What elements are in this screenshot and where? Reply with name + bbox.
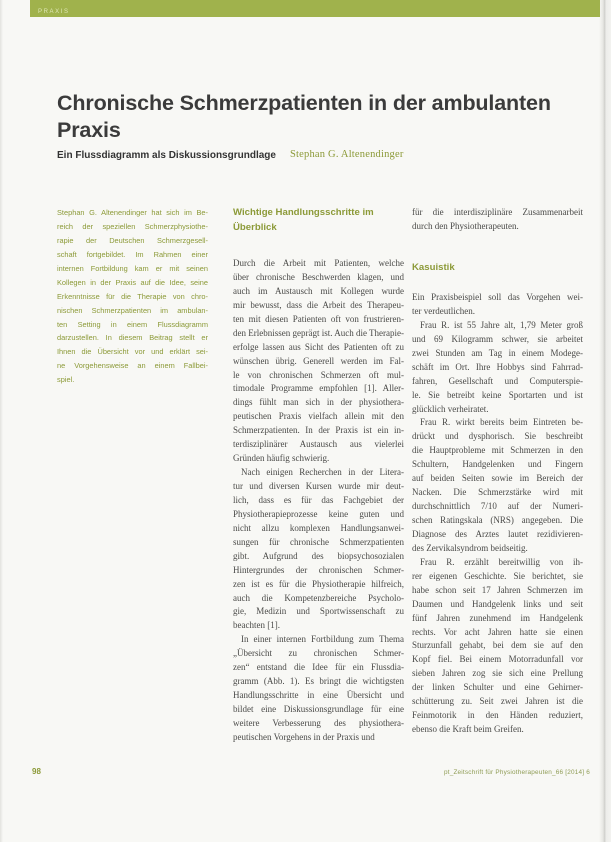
section-heading-line: Wichtige Handlungsschritte im [233,207,374,218]
text-line: Daumen und Handgelenk links und seit [412,598,583,609]
text-line: wünschen übrig. Generell werden im Fal- [233,355,404,366]
text-line: internen Fortbildung kam er mit seinen [57,263,208,273]
section-heading-handlungsschritte [233,206,404,235]
text-line: Schultern, Handgelenken und Fingern [412,459,583,470]
text-line: schäft im Ort. Ihre Hobbys sind Fahrrad- [412,361,583,372]
text-line: rechts. Vor acht Jahren hatte sie einen [412,626,583,637]
text-line: fahren, Gesellschaft und Computerspie- [412,375,583,386]
journal-footer: pt_Zeitschrift für Physiotherapeuten_66 [2014] 6 [443,769,590,776]
text-line: ebenso die Kraft beim Greifen. [412,724,524,735]
text-line: Durch die Arbeit mit Patienten, welche [233,258,404,268]
text-line: le. Sie betreibt keine Sportarten und ist [412,389,583,400]
section-header-bar [30,0,600,17]
text-line: schaft fortgebildet. Im Rahmen einer [57,249,208,259]
section-heading-kasuistik: Kasuistik [412,262,455,273]
text-line: tur und diversen Kursen wurde mir deut- [233,481,404,491]
text-line: Diagnose des Arztes lautet rezidivieren- [412,528,583,539]
text-line: ten mit diesen Patienten oft von frustrieren- [233,313,404,324]
scan-edge-right [599,0,611,842]
text-line: peutischen Praxis vielfach allein mit den [233,411,404,422]
text-line: schen Ratingskala (NRS) angegeben. Die [412,515,583,525]
text-line: zwei Stunden am Tag in einem Modege- [412,347,583,358]
text-line: erfolge lassen aus Sicht des Patienten oft zu [233,341,404,352]
text-line: In einer internen Fortbildung zum Thema [241,634,404,645]
text-line: „Übersicht zu chronischen Schmer- [233,648,404,659]
text-line: durch den Physiotherapeuten. [412,220,519,231]
text-line: zen“ entstand die Idee für ein Flussdia- [233,662,404,673]
text-line: durchschnittlich 7/10 auf der Numeri- [412,501,583,512]
text-line: timodale Programme empfohlen [1]. Aller- [233,383,404,394]
text-line: den Erlebnissen geprägt ist. Auch die Therapie- [233,327,405,338]
text-line: Nach einigen Recherchen in der Litera- [241,467,404,478]
text-line: Feinmotorik in den Händen reduziert, [412,710,583,721]
text-line: nicht allzu komplexen Handlungsanwei- [233,522,404,533]
text-line: Gründen häufig schwierig. [233,453,330,464]
author-name: Stephan G. Altenendinger [290,149,404,160]
body-column-right-continuation [412,206,583,234]
text-line: Stephan G. Altenendinger hat sich im Be- [57,208,208,217]
text-line: und 69 Kilogramm schwer, sie arbeitet [412,333,583,344]
text-line: Physiotherapieprozesse keine guten und [233,508,404,519]
text-line: über chronische Beschwerden klagen, und [233,271,404,282]
text-line: Ihnen die Übersicht vor und erklärt sei- [57,347,208,357]
text-line: ter verdeutlichen. [412,305,475,316]
text-line: darzustellen. In diesem Beitrag stellt er [57,333,208,343]
page-number: 98 [32,767,41,776]
text-line: beachten [1]. [233,620,280,631]
text-line: Sturzunfall gehabt, bei dem sie auf den [412,640,583,651]
text-line: gramm (Abb. 1). Es bringt die wichtigsten [233,676,404,687]
text-line: terdisziplinärer Austausch aus vielerlei [233,439,404,450]
scan-edge-left [0,0,3,842]
text-line: gibt. Aufgrund des biopsychosozialen [233,550,404,561]
text-line: Frau R. wirkt bereits beim Eintreten be- [420,417,583,428]
text-line: Nacken. Die Schmerzstärke wird mit [412,487,583,498]
text-line: drückt und dysphorisch. Sie beschreibt [412,431,583,442]
text-line: reich der speziellen Schmerzphysiothe- [57,221,208,231]
section-heading-line: Überblick [233,221,277,233]
text-line: lich, dass es für das Fachgebiet der [233,494,404,505]
text-line: Schmerzpatienten. In der Praxis ist ein in- [233,425,404,436]
text-line: mir bewusst, dass die Arbeit des Therapeu- [233,299,404,310]
article-title-line-1: Chronische Schmerzpatienten in der ambulanten [57,91,551,115]
text-line: rapie der Deutschen Schmerzgesell- [57,235,208,245]
text-line: nischen Schmerzpatienten im ambulan- [57,305,208,315]
text-line: le von chronischen Schmerzen oft mul- [233,369,404,380]
text-line: Ein Praxisbeispiel soll das Vorgehen wei- [412,292,583,302]
text-line: rer eigenen Geschichte. Sie berichtet, sie [412,570,583,581]
text-line: spiel. [57,375,75,385]
section-label: PRAXIS [38,9,70,15]
text-line: glücklich verheiratet. [412,403,489,414]
text-line: Kollegen in der Praxis auf die Idee, seine [57,277,208,287]
text-line: sieben Jahren zog sie sich eine Prellung [412,668,583,679]
intro-teaser [57,206,208,387]
text-line: fünf Jahren zunehmend im Handgelenk [412,612,583,623]
article-title-line-2: Praxis [57,118,121,142]
text-line: auch im Austausch mit Kollegen wurde [233,285,404,296]
text-line: bildet eine Diskussionsgrundlage für eine [233,704,404,714]
text-line: gie, Medizin und Sportwissenschaft zu [233,606,404,617]
text-line: peutischen Vorgehens in der Praxis und [233,731,375,742]
text-line: ne Vorgehensweise an einem Fallbei- [57,361,208,371]
body-column-right [412,291,583,737]
text-line: Hintergrundes der chronischen Schmer- [233,564,404,575]
text-line: der linken Schulter und eine Gehirner- [412,682,583,693]
text-line: ten Setting in einem Flussdiagramm [57,319,208,329]
text-line: dings fühlt man sich in der physiothera- [233,397,404,408]
text-line: auf beiden Seiten sowie im Bereich der [412,473,583,484]
body-column-middle [233,257,404,745]
text-line: Kopf fiel. Bei einem Motorradunfall vor [412,654,583,665]
text-line: Erkenntnisse für die Therapie von chro- [57,291,208,301]
text-line: des Zervikalsyndrom beidseitig. [412,542,528,553]
text-line: zen ist es für die Physiotherapie hilfreich, [233,578,404,589]
text-line: Handlungsschritte in eine Übersicht und [233,690,404,701]
text-line: Frau R. ist 55 Jahre alt, 1,79 Meter groß [420,319,583,330]
article-subtitle: Ein Flussdiagramm als Diskussionsgrundlage [57,150,276,161]
text-line: Frau R. erzählt bereitwillig von ih- [420,556,583,567]
text-line: sungen für chronische Schmerzpatienten [233,536,404,547]
text-line: auch die Kompetenzbereiche Psycholo- [233,592,404,603]
text-line: für die interdisziplinäre Zusammenarbeit [412,207,583,217]
text-line: die Hauptprobleme mit Schmerzen in den [412,445,583,456]
text-line: weitere Verbesserung des physiothera- [233,717,404,728]
text-line: habe schon seit 17 Jahren Schmerzen im [412,584,583,595]
text-line: schütterung zu. Seit zwei Jahren ist die [412,696,583,707]
